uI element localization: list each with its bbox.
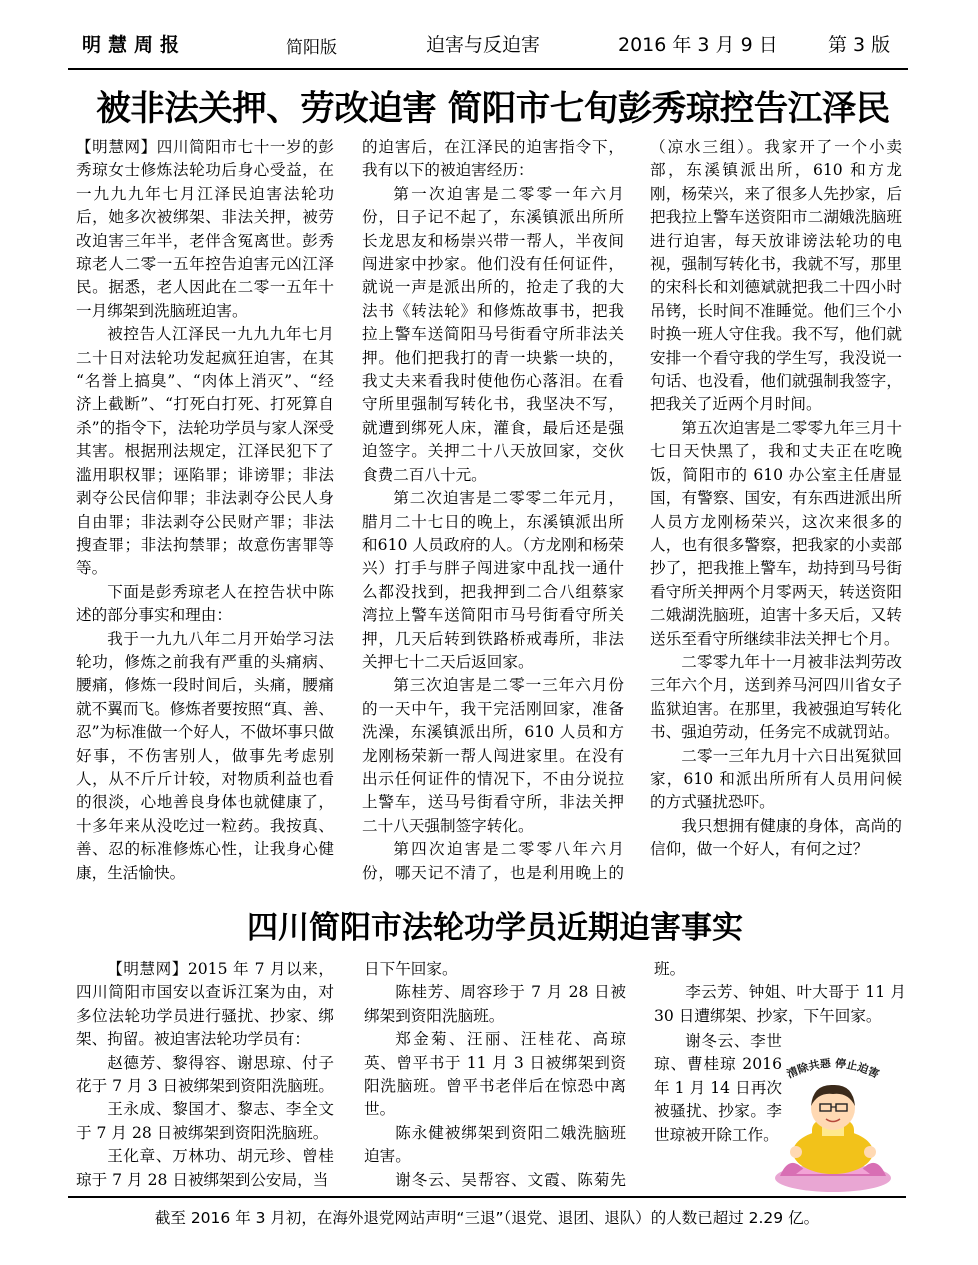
paragraph: 赵德芳、黎得容、谢思琼、付子花于 7 月 3 日被绑架到资阳洗脑班。	[76, 1053, 334, 1096]
article2-column-3-top	[654, 958, 906, 1030]
edition-label: 简阳版	[286, 38, 337, 58]
article2-column-1	[76, 958, 334, 1188]
paragraph: 陈永健被绑架到资阳二娥洗脑班迫害。	[364, 1123, 626, 1166]
paragraph: 【明慧网】四川简阳市七十一岁的彭秀琼女士修炼法轮功后身心受益，在一九九九年七月江泽民迫害法轮功后，她多次被绑架、非法关押，被劳改迫害三年半，老伴含冤离世。彭秀琼老人二零一五年控告迫害元凶江泽民。据悉，老人因此在二零一五年十一月绑架到洗脑班迫害。	[76, 138, 334, 320]
paragraph: 王永成、黎国才、黎志、李全文于 7 月 28 日被绑架到资阳洗脑班。	[76, 1100, 334, 1142]
paragraph: 谢冬云、吴帮容、文霞、陈菊先	[395, 1170, 626, 1188]
article2-column-2	[364, 958, 626, 1188]
paragraph: 日下午回家。	[364, 960, 458, 978]
issue-date: 2016 年 3 月 9 日	[618, 34, 778, 56]
paragraph	[76, 885, 334, 886]
section-label: 迫害与反迫害	[426, 34, 541, 56]
paragraph: 被控告人江泽民一九九九年七月二十日对法轮功发起疯狂迫害，在其 “名誉上搞臭”、“肉体上消灭”、“经济上截断”、“打死白打死、打死算自杀”的指令下，法轮功学员与家人深受其害。根据刑法规定，江泽民犯下了滥用职权罪；诬陷罪；诽谤罪；非法剥夺公民信仰罪；非法剥夺公民人身自由罪；非法剥夺公民财产罪；非法搜查罪；非法拘禁罪；故意伤害罪等等。	[76, 325, 334, 578]
paragraph: 第二次迫害是二零零二年元月，腊月二十七日的晚上，东溪镇派出所和610 人员政府的人。（方龙刚和杨荣兴）打手与胖子闯进家中乱找一通什么都没找到，把我押到二合八组蔡家湾拉上警车送简阳市马号街看守所关押，几天后转到铁路桥戒毒所，非法关押七十二天后返回家。	[362, 489, 624, 671]
page-number: 第 3 版	[828, 34, 891, 56]
paragraph: 陈桂芳、周容珍于 7 月 28 日被绑架到资阳洗脑班。	[364, 983, 626, 1025]
article1-column-2	[362, 136, 624, 886]
paragraph: 我于一九九八年二月开始学习法轮功，修炼之前我有严重的头痛病、腰痛，修炼一段时间后，头痛，腰痛就不翼而飞。修炼者要按照“真、善、忍”为标准做一个好人，不做坏事只做好事，不伤害别人，做事先考虑别人，从不斤斤计较，对物质利益也看的很淡，心地善良身体也就健康了，十多年来从没吃过一粒药。我按真、善、忍的标准修炼心性，让我身心健康，生活愉快。	[76, 629, 334, 882]
meditation-illustration	[760, 1048, 906, 1196]
paragraph: 郑金菊、汪丽、汪桂花、高琼英、曾平书于 11 月 3 日被绑架到资阳洗脑班。曾平书老伴后在惊恐中离世。	[364, 1030, 626, 1119]
paragraph: （凉水三组）。我家开了一个小卖部，东溪镇派出所，610 和方龙刚，杨荣兴，来了很多人先抄家，后把我拉上警车送资阳市二湖娥洗脑班进行迫害，每天放诽谤法轮功的电视，强制写转化书，我就不写，那里的宋科长和刘德斌就把我二十四小时吊铐，长时间不准睡觉。他们三个小时换一班人守住我。我不写，他们就安排一个看守我的学生写，我没说一句话、也没看，他们就强制我签字，把我关了近两个月时间。	[650, 138, 902, 414]
article1-column-3	[650, 136, 902, 886]
paragraph: 下面是彭秀琼老人在控告状中陈述的部分事实和理由：	[76, 582, 334, 625]
paragraph: 【明慧网】2015 年 7 月以来，四川简阳市国安以查诉江案为由，对多位法轮功学员进行骚扰、抄家、绑架、拘留。被迫害法轮功学员有：	[76, 960, 334, 1049]
newspaper-name: 明慧周报	[82, 34, 187, 56]
masthead	[68, 22, 908, 70]
paragraph: 第五次迫害是二零零九年三月十七日天快黑了，我和丈夫正在吃晚饭，简阳市的 610 办公室主任唐显国，有警察、国安，有东西进派出所人员方龙刚杨荣兴，这次来很多的人，也有很多警察，把我家的小卖部抄了，把我推上警车，劫持到马号街看守所关押两个月零两天，转送资阳二娥湖洗脑班，迫害十多天后，又转送乐至看守所继续非法关押七个月。	[650, 418, 902, 648]
paragraph: 谢冬云、李世琼、曹桂琼 2016 年 1 月 14 日再次被骚扰、抄家。李世琼被开除工作。	[654, 1032, 782, 1144]
paragraph: 二零零九年十一月被非法判劳改三年六个月，送到养马河四川省女子监狱迫害。在那里，我被强迫写转化书、强迫劳动，任务完不成就罚站。	[650, 652, 902, 742]
paragraph: 班。	[654, 960, 686, 978]
paragraph: 的迫害后，在江泽民的迫害指令下，我有以下的被迫害经历：	[362, 138, 624, 180]
article1-column-1	[76, 136, 334, 886]
paragraph: 第三次迫害是二零一三年六月份的一天中午，我干完活刚回家，准备洗澡，东溪镇派出所，610 人员和方龙刚杨荣新一帮人闯进家里。在没有出示任何证件的情况下，不由分说拉上警车，送马号街看守所，非法关押二十八天强制签字转化。	[362, 676, 624, 835]
article1-title: 被非法关押、劳改迫害 简阳市七旬彭秀琼控告江泽民	[96, 89, 890, 129]
paragraph: 二零一三年九月十六日出冤狱回家，610 和派出所所有人员用问候的方式骚扰恐吓。	[650, 746, 902, 812]
paragraph: 我只想拥有健康的身体，高尚的信仰，做一个好人，有何之过？	[650, 816, 902, 859]
illustration-slogan: 清除共惡 停止迫害	[784, 1056, 882, 1081]
paragraph: 王化章、万林功、胡元珍、曾桂琼于 7 月 28 日被绑架到公安局，当	[76, 1147, 334, 1188]
article2-title: 四川简阳市法轮功学员近期迫害事实	[247, 910, 743, 946]
footer-notice: 截至 2016 年 3 月初，在海外退党网站声明“三退”（退党、退团、退队）的人数已超过 2.29 亿。	[154, 1209, 820, 1227]
footer-divider	[68, 1196, 906, 1198]
paragraph: 第四次迫害是二零零八年六月份，哪天记不清了，也是利用晚上的	[362, 840, 624, 882]
paragraph: 第一次迫害是二零零一年六月份，日子记不起了，东溪镇派出所所长龙思友和杨崇兴带一帮人，半夜间闯进家中抄家。他们没有任何证件，就说一声是派出所的，抢走了我的大法书《转法轮》和修炼故事书，把我拉上警车送简阳马号街看守所非法关押。他们把我打的青一块紫一块的，我丈夫来看我时使他伤心落泪。在看守所里强制写转化书，我坚决不写，就遭到绑死人床，灌食，最后还是强迫签字。关押二十八天放回家，交伙食费二百八十元。	[362, 184, 624, 484]
paragraph: 李云芳、钟姐、叶大哥于 11 月 30 日遭绑架、抄家，下午回家。	[654, 983, 906, 1025]
lotus-child-image	[760, 1048, 906, 1196]
